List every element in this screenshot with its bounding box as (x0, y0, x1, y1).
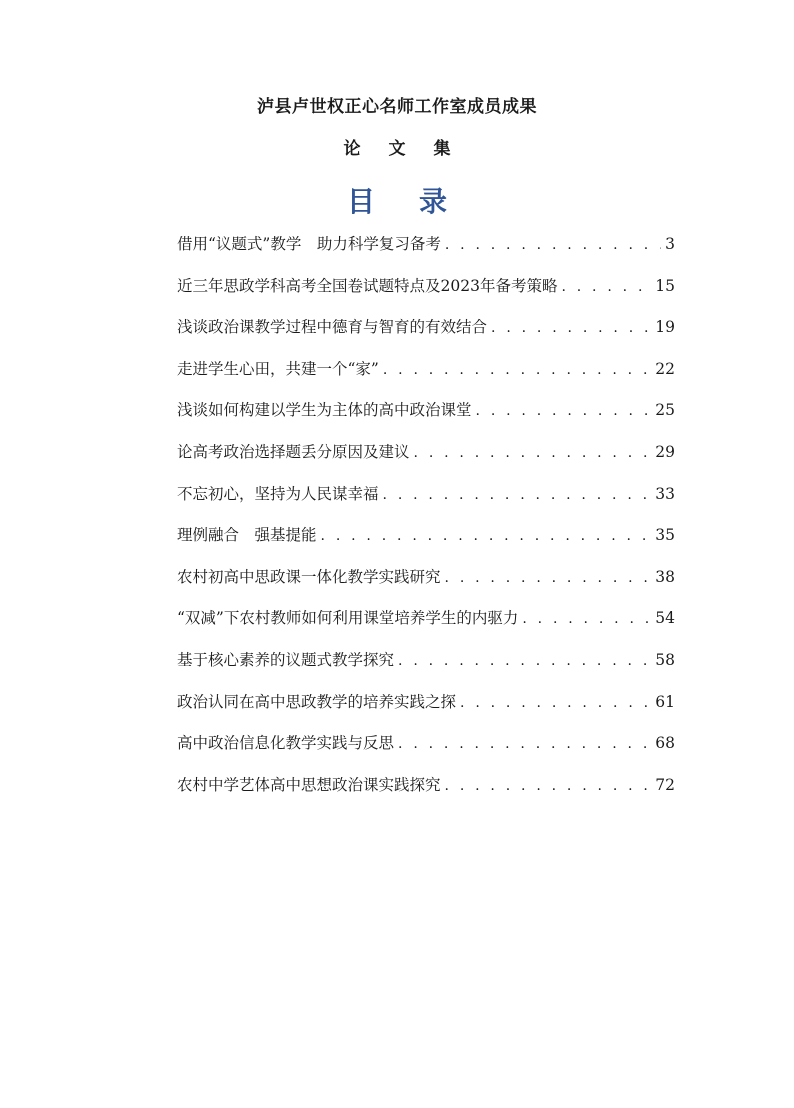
toc-leader-dots (445, 564, 652, 592)
toc-entry-title: 浅谈如何构建以学生为主体的高中政治课堂 (177, 401, 472, 420)
toc-page-number: 3 (665, 235, 675, 253)
toc-leader-dots (398, 647, 651, 675)
toc-entry-title: 农村中学艺体高中思想政治课实践探究 (177, 775, 441, 794)
toc-entry-title: 不忘初心，坚持为人民谋幸福 (177, 484, 379, 503)
toc-entry-title: 近三年思政学科高考全国卷试题特点及2023年备考策略 (177, 276, 558, 295)
toc-page-number: 25 (655, 401, 675, 420)
toc-entry-5[interactable] (177, 396, 675, 438)
document-subtitle: 论文集 (343, 139, 479, 159)
toc-leader-dots (445, 772, 652, 800)
toc-entry-title: 基于核心素养的议题式教学探究 (177, 650, 395, 669)
toc-leader-dots (383, 481, 652, 509)
toc-page-number: 35 (655, 526, 675, 545)
toc-entry-title: 高中政治信息化教学实践与反思 (177, 734, 395, 753)
toc-leader-dots (414, 439, 652, 467)
toc-leader-dots (321, 522, 652, 550)
toc-page-number: 15 (655, 276, 675, 295)
toc-page-number: 22 (655, 359, 675, 378)
toc-leader-dots (445, 231, 661, 259)
toc-leader-dots (460, 689, 651, 717)
toc-entry-10[interactable] (177, 604, 675, 646)
toc-entry-11[interactable] (177, 646, 675, 688)
toc-entry-title: 走进学生心田，共建一个“家” (177, 359, 379, 378)
toc-leader-dots (398, 730, 651, 758)
toc-page-number: 68 (655, 734, 675, 753)
toc-page-number: 58 (655, 650, 675, 669)
toc-entry-title: “双减”下农村教师如何利用课堂培养学生的内驱力 (177, 609, 519, 628)
toc-heading: 目录 (346, 185, 491, 218)
toc-leader-dots (476, 397, 652, 425)
toc-entry-8[interactable] (177, 521, 675, 563)
toc-leader-dots (491, 314, 651, 342)
toc-page-number: 29 (655, 442, 675, 461)
toc-entry-title: 浅谈政治课教学过程中德育与智育的有效结合 (177, 318, 488, 337)
toc-page-number: 33 (655, 484, 675, 503)
toc-entry-title: 理例融合 强基提能 (177, 526, 317, 545)
document-title: 泸县卢世权正心名师工作室成员成果 (257, 97, 537, 117)
toc-entry-9[interactable] (177, 563, 675, 605)
toc-entry-title: 论高考政治选择题丢分原因及建议 (177, 442, 410, 461)
toc-entry-13[interactable] (177, 729, 675, 771)
table-of-contents (177, 230, 675, 812)
toc-page-number: 19 (655, 318, 675, 337)
toc-entry-1[interactable] (177, 230, 675, 272)
toc-entry-12[interactable] (177, 688, 675, 730)
toc-page-number: 54 (655, 609, 675, 628)
toc-entry-title: 政治认同在高中思政教学的培养实践之探 (177, 692, 457, 711)
toc-entry-6[interactable] (177, 438, 675, 480)
toc-entry-2[interactable] (177, 272, 675, 314)
toc-leader-dots (383, 356, 651, 384)
toc-entry-3[interactable] (177, 313, 675, 355)
toc-entry-7[interactable] (177, 480, 675, 522)
toc-entry-title: 借用“议题式”教学 助力科学复习备考 (177, 235, 441, 253)
toc-page-number: 72 (655, 775, 675, 794)
toc-page-number: 38 (655, 567, 675, 586)
toc-entry-14[interactable] (177, 771, 675, 813)
toc-entry-4[interactable] (177, 355, 675, 397)
toc-leader-dots (561, 273, 651, 301)
toc-leader-dots (522, 605, 651, 633)
toc-entry-title: 农村初高中思政课一体化教学实践研究 (177, 567, 441, 586)
toc-page-number: 61 (655, 692, 675, 711)
